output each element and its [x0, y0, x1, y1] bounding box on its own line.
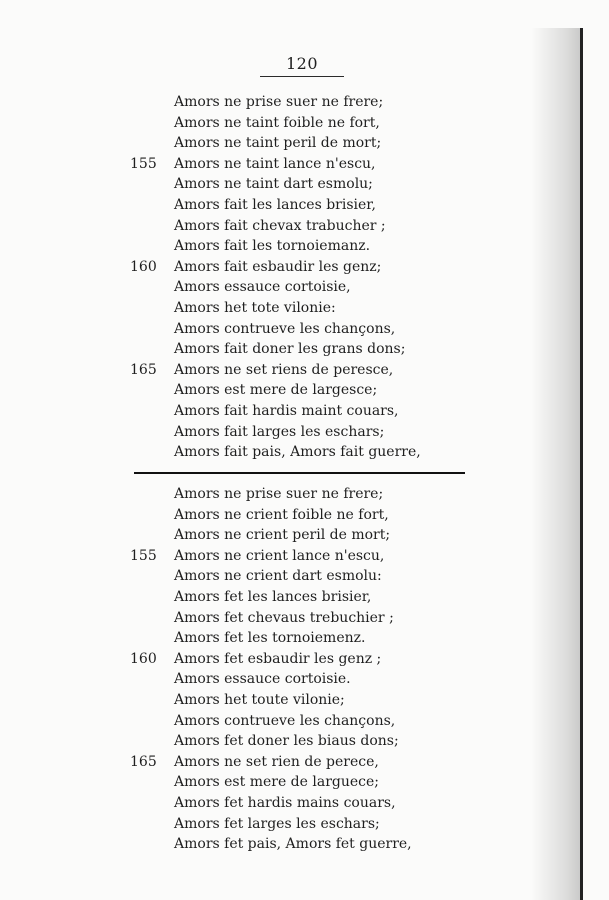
- verse-text: Amors ne taint dart esmolu;: [174, 176, 373, 193]
- verse-text: Amors ne prise suer ne frere;: [174, 94, 384, 110]
- verse-line: [130, 277, 480, 298]
- verse-text: Amors fet chevaus trebuchier ;: [174, 609, 394, 626]
- verse-text: Amors het tote vilonie:: [174, 299, 336, 316]
- verse-line: [130, 587, 480, 608]
- verse-line: [130, 92, 480, 113]
- verse-text: Amors ne taint foible ne fort,: [174, 114, 380, 131]
- verse-text: Amors ne set riens de peresce,: [174, 361, 394, 378]
- verse-text: Amors fait doner les grans dons;: [174, 341, 406, 358]
- verse-line: [130, 566, 480, 587]
- line-number: 165: [130, 361, 157, 378]
- verse-text: Amors ne crient dart esmolu:: [174, 568, 382, 585]
- verse-line: [130, 401, 480, 422]
- line-number: 165: [130, 753, 157, 770]
- verse-line: [130, 525, 480, 546]
- page-edge: [580, 28, 583, 900]
- verse-line: [130, 834, 480, 855]
- line-number: 155: [130, 155, 157, 172]
- verse-line: [130, 380, 480, 401]
- verse-line: [130, 442, 480, 463]
- verse-text: Amors fait hardis maint couars,: [174, 402, 399, 419]
- verse-line: [130, 360, 480, 381]
- verse-line: [130, 339, 480, 360]
- verse-line: [130, 731, 480, 752]
- verse-line: [130, 319, 480, 340]
- verse-text: Amors contrueve les chançons,: [174, 712, 396, 729]
- verse-line: [130, 133, 480, 154]
- verse-text: Amors fet esbaudir les genz ;: [174, 650, 382, 667]
- verse-text: Amors essauce cortoisie.: [174, 671, 351, 688]
- page-gutter-shadow: [531, 28, 581, 900]
- verse-text: Amors fait les tornoiemanz.: [174, 238, 371, 255]
- verse-text: Amors ne prise suer ne frere;: [174, 486, 384, 502]
- verse-line: [130, 711, 480, 732]
- verse-text: Amors fet les tornoiemenz.: [174, 630, 366, 647]
- verse-text: Amors fait larges les eschars;: [174, 423, 385, 440]
- verse-line: [130, 505, 480, 526]
- bottom-stanza: [130, 484, 480, 855]
- verse-text: Amors est mere de larguece;: [174, 774, 379, 791]
- verse-line: [130, 608, 480, 629]
- page-number: 120: [285, 54, 319, 73]
- verse-line: [130, 546, 480, 567]
- verse-line: [130, 814, 480, 835]
- line-number: 155: [130, 547, 157, 564]
- verse-text: Amors fait les lances brisier,: [174, 196, 376, 213]
- verse-line: [130, 154, 480, 175]
- separator-rule: [134, 472, 465, 474]
- verse-text: Amors ne taint peril de mort;: [174, 135, 382, 152]
- verse-text: Amors est mere de largesce;: [174, 382, 378, 399]
- verse-line: [130, 628, 480, 649]
- verse-text: Amors fait chevax trabucher ;: [174, 217, 386, 234]
- verse-line: [130, 793, 480, 814]
- verse-text: Amors fait esbaudir les genz;: [174, 258, 382, 275]
- page-number-rule: [260, 76, 344, 77]
- verse-line: [130, 649, 480, 670]
- verse-line: [130, 195, 480, 216]
- verse-line: [130, 690, 480, 711]
- verse-line: [130, 752, 480, 773]
- verse-text: Amors ne crient foible ne fort,: [174, 506, 389, 523]
- verse-text: Amors ne taint lance n'escu,: [174, 155, 376, 172]
- verse-line: [130, 257, 480, 278]
- line-number: 160: [130, 258, 157, 275]
- verse-line: [130, 216, 480, 237]
- top-stanza: [130, 92, 480, 463]
- verse-text: Amors fet les lances brisier,: [174, 588, 372, 605]
- verse-text: Amors het toute vilonie;: [174, 691, 345, 708]
- verse-line: [130, 422, 480, 443]
- verse-text: Amors fet larges les eschars;: [174, 815, 380, 832]
- verse-text: Amors ne set rien de perece,: [174, 753, 379, 770]
- verse-line: [130, 772, 480, 793]
- verse-line: [130, 174, 480, 195]
- verse-text: Amors contrueve les chançons,: [174, 320, 396, 337]
- verse-text: Amors fet pais, Amors fet guerre,: [174, 836, 412, 853]
- verse-text: Amors essauce cortoisie,: [174, 279, 351, 296]
- verse-line: [130, 669, 480, 690]
- verse-text: Amors fet doner les biaus dons;: [174, 733, 399, 750]
- verse-line: [130, 298, 480, 319]
- verse-text: Amors ne crient peril de mort;: [174, 527, 391, 544]
- verse-text: Amors fait pais, Amors fait guerre,: [174, 444, 421, 461]
- verse-line: [130, 236, 480, 257]
- line-number: 160: [130, 650, 157, 667]
- verse-line: [130, 484, 480, 505]
- verse-text: Amors ne crient lance n'escu,: [174, 547, 385, 564]
- verse-line: [130, 113, 480, 134]
- verse-text: Amors fet hardis mains couars,: [174, 794, 396, 811]
